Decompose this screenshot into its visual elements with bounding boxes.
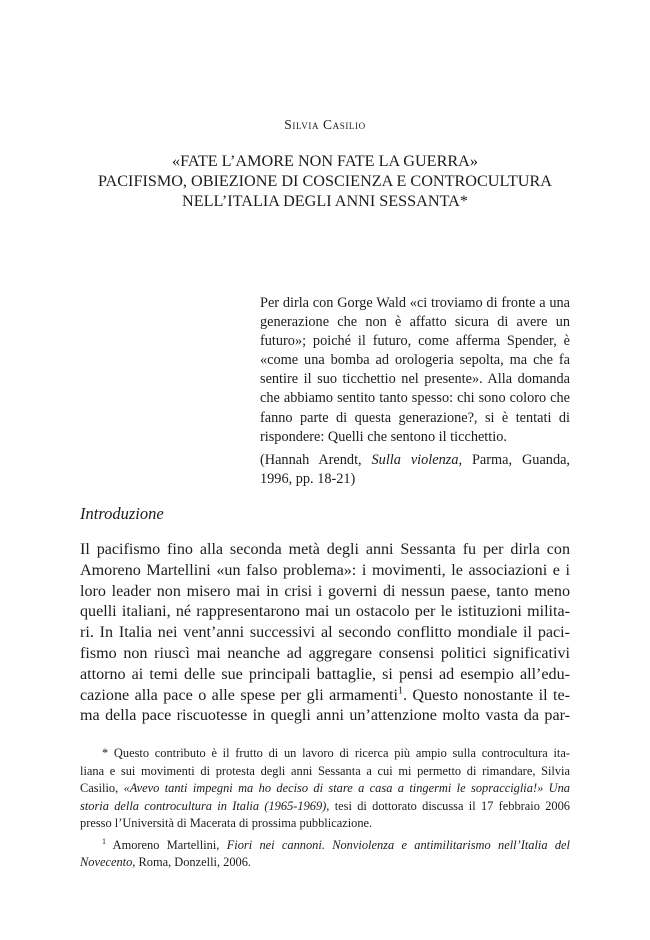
title-line-2: PACIFISMO, OBIEZIONE DI COSCIENZA E CONTROCULTURA [98,172,552,190]
body-line: ma della pace riscuotesse in quegli anni un’attenzione molto vasta da par- [80,707,570,725]
body-line: loro leader non misero mai in crisi i governi di nessun paese, tanto meno [80,582,570,600]
body-paragraph [80,540,570,727]
section-heading: Introduzione [80,504,164,523]
body-line: Il pacifismo fino alla seconda metà degli anni Sessanta fu per dirla con [80,541,570,558]
body-line: quelli italiani, né rappresentarono mai un ostacolo per le istituzioni milita- [80,603,570,621]
epigraph-quote: Per dirla con Gorge Wald «ci troviamo di fronte a una generazione che non è affatto sicura di avere un futuro»; poiché il futuro, come afferma Spender, è «come una bomba ad orologeria sepolta, ma che fa sentire il suo ticchettio nel presente». Alla domanda che abbiamo sentito tanto spesso: chi sono coloro che fanno parte di questa generazione?, si è tentati di rispondere: Quelli che sentono il ticchettio. [260,295,570,445]
body-line: Amoreno Martellini «un falso problema»: i movimenti, le associazioni e i [80,561,570,579]
author-name: Silvia Casilio [284,117,366,132]
body-line: fismo non riuscì mai neanche ad aggregare consensi politici significativi [80,644,570,662]
chapter-title [40,151,610,211]
title-line-1: «FATE L’AMORE NON FATE LA GUERRA» [172,152,478,170]
body-line: cazione alla pace o alle spese per gli armamenti$^1$. Questo nonostante il te- [80,685,570,704]
footnotes [80,745,570,872]
footnote-1: $^1$ Amoreno Martellini, Fiori nei cannoni. Nonviolenza e antimilitarismo nell’Italia del Novecento, Roma, Donzelli, 2006. [80,836,570,869]
body-line: ri. In Italia nei vent’anni successivi al secondo conflitto mondiale il paci- [80,624,570,642]
footnote-ref-1: 1 [397,685,403,697]
epigraph-source: (Hannah Arendt, Sulla violenza, Parma, Guanda, 1996, pp. 18-21) [260,451,571,487]
title-line-3: NELL’ITALIA DEGLI ANNI SESSANTA* [182,192,468,210]
epigraph [260,294,570,489]
body-line: attorno ai temi delle sue principali battaglie, si pensi ad esempio all’edu- [80,665,570,683]
footnote-star: * Questo contributo è il frutto di un lavoro di ricerca più ampio sulla controcultura ita- liana e sui movimenti di protesta degli anni Sessanta a cui mi permetto di rimandare, Silvia Casilio, «Avevo tanti impegni ma ho deciso di stare a casa a tingermi le sopracciglia!» Una storia della controcultura in Italia (1965-1969), tesi di dottorato discussa il 17 febbraio 2006 presso l’Università di Macerata di prossima pubblicazione. [80,746,570,830]
